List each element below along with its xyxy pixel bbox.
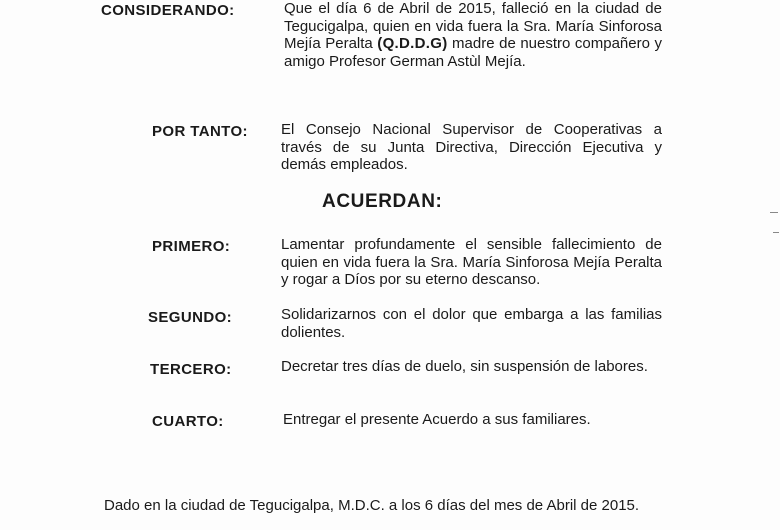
footer-text: Dado en la ciudad de Tegucigalpa, M.D.C. a los 6 días del mes de Abril de 2015. bbox=[104, 497, 640, 514]
por-tanto-text: El Consejo Nacional Supervisor de Cooperativas a través de su Junta Directiva, Dirección Ejecutiva y demás empleados. bbox=[281, 121, 662, 173]
considerando-label: CONSIDERANDO: bbox=[101, 2, 235, 19]
tercero-text: Decretar tres días de duelo, sin suspensión de labores. bbox=[281, 358, 648, 375]
considerando-qddg: (Q.D.D.G) bbox=[377, 35, 448, 52]
tercero-label: TERCERO: bbox=[150, 361, 232, 378]
primero-text: Lamentar profundamente el sensible fallecimiento de quien en vida fuera la Sra. María Sinforosa Mejía Peralta y rogar a Díos por su eterno descanso. bbox=[281, 236, 662, 288]
segundo-text: Solidarizarnos con el dolor que embarga a las familias dolientes. bbox=[281, 306, 662, 341]
considerando-text-part: Que el día 6 de Abril de 2015, falleció en la ciudad de Tegucigalpa, quien en vida fuera la Sra. María Sinforosa Mejía Peralta bbox=[284, 0, 662, 52]
primero-label: PRIMERO: bbox=[152, 238, 231, 255]
scan-mark bbox=[773, 232, 779, 233]
scan-mark bbox=[770, 212, 778, 213]
segundo-label: SEGUNDO: bbox=[148, 309, 233, 326]
acuerdan-heading: ACUERDAN: bbox=[322, 191, 443, 212]
por-tanto-label: POR TANTO: bbox=[152, 123, 248, 140]
cuarto-text: Entregar el presente Acuerdo a sus familiares. bbox=[283, 411, 591, 428]
cuarto-label: CUARTO: bbox=[152, 413, 224, 430]
considerando-text bbox=[284, 0, 662, 70]
considerando-text-part-2: madre de nuestro compañero y amigo Profesor German Astùl Mejía. bbox=[284, 35, 662, 70]
